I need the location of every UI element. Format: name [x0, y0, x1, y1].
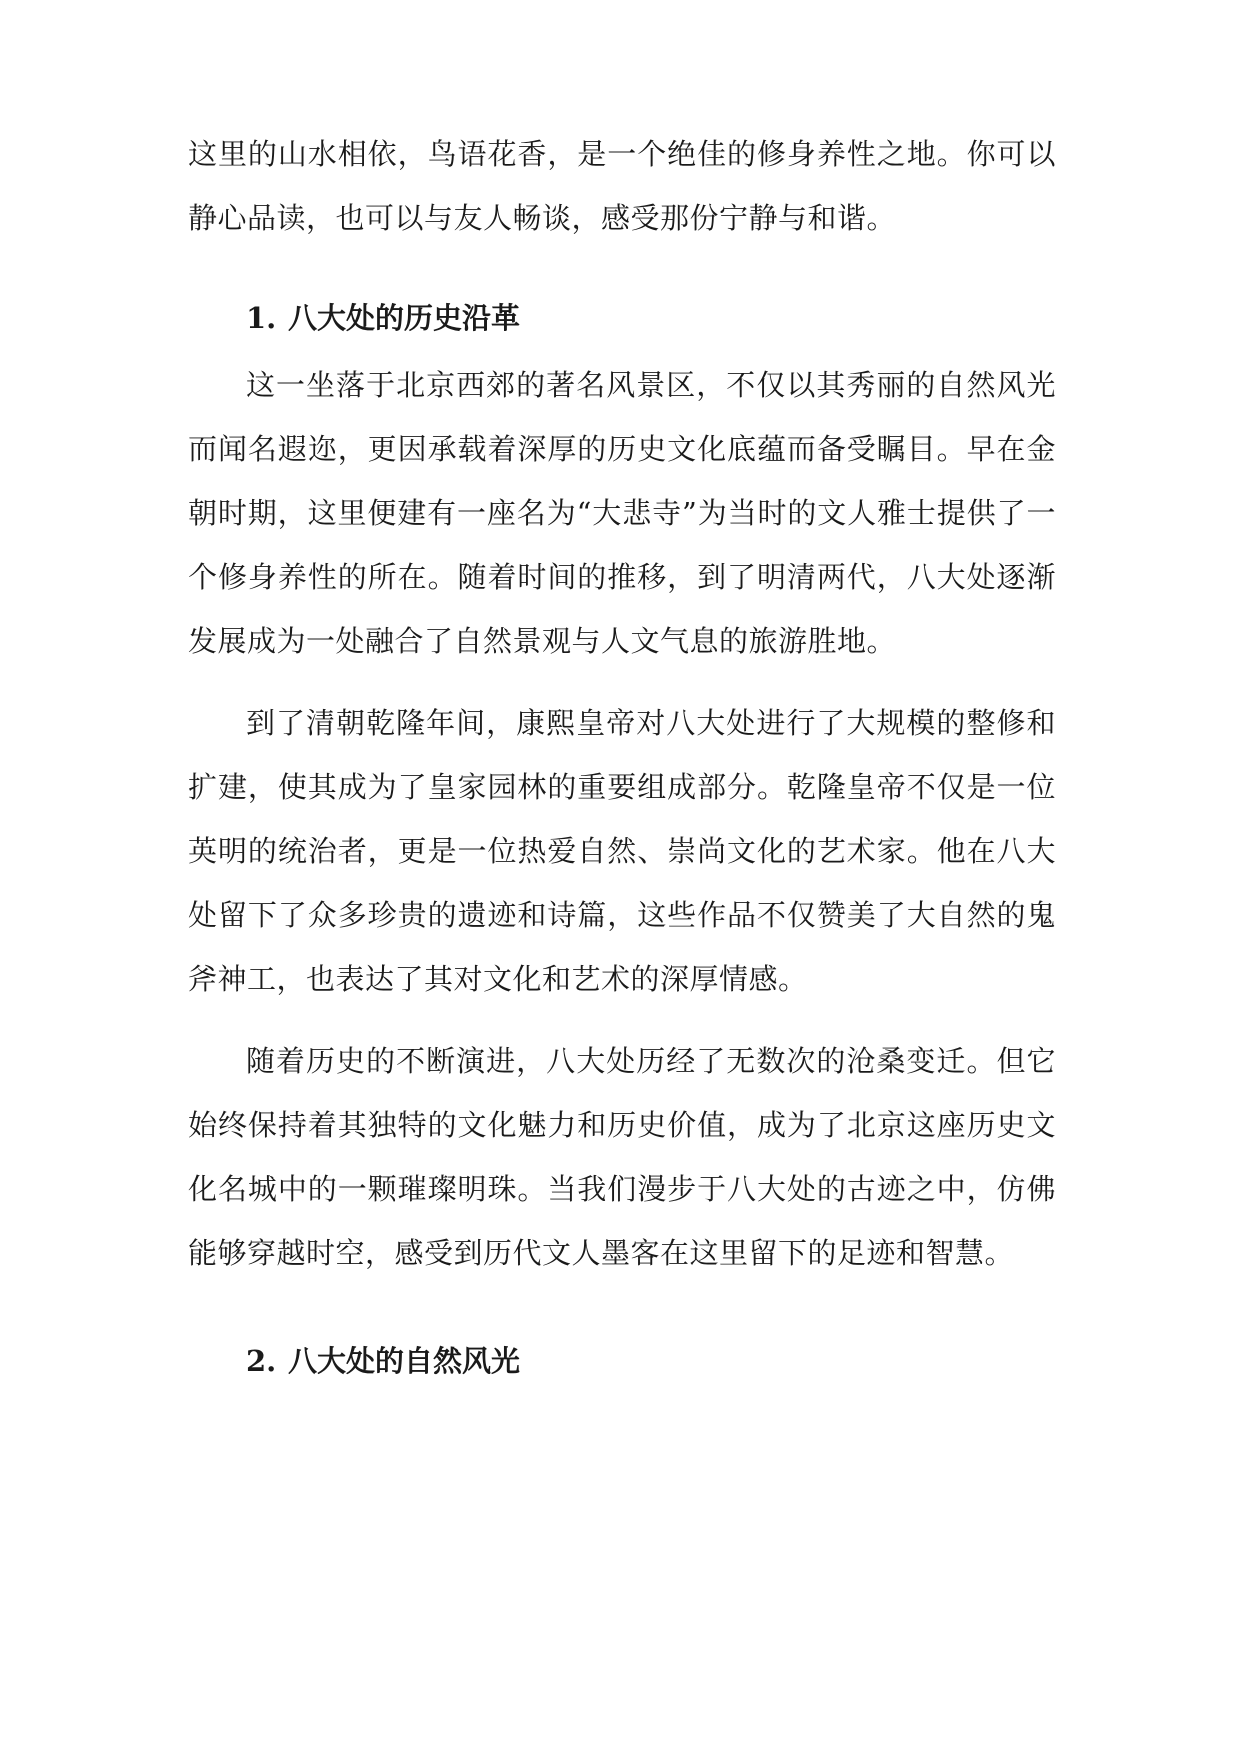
section-heading-history — [246, 286, 1046, 350]
intro-paragraph: 这里的山水相依，鸟语花香，是一个绝佳的修身养性之地。你可以静心品读，也可以与友人畅谈，感受那份宁静与和谐。 — [188, 137, 1056, 235]
section-number: 2. — [246, 1344, 277, 1378]
history-paragraph-3: 随着历史的不断演进，八大处历经了无数次的沧桑变迁。但它始终保持着其独特的文化魅力和历史价值，成为了北京这座历史文化名城中的一颗璀璨明珠。当我们漫步于八大处的古迹之中，仿佛能够穿越时空，感受到历代文人墨客在这里留下的足迹和智慧。 — [188, 1044, 1056, 1270]
section-heading-nature — [246, 1329, 1046, 1393]
section-number: 1. — [246, 301, 277, 335]
history-paragraph-2: 到了清朝乾隆年间，康熙皇帝对八大处进行了大规模的整修和扩建，使其成为了皇家园林的重要组成部分。乾隆皇帝不仅是一位英明的统治者，更是一位热爱自然、崇尚文化的艺术家。他在八大处留下了众多珍贵的遗迹和诗篇，这些作品不仅赞美了大自然的鬼斧神工，也表达了其对文化和艺术的深厚情感。 — [188, 706, 1056, 996]
section-title: 八大处的自然风光 — [288, 1344, 521, 1378]
history-paragraph-1: 这一坐落于北京西郊的著名风景区，不仅以其秀丽的自然风光而闻名遐迩，更因承载着深厚的历史文化底蕴而备受瞩目。早在金朝时期，这里便建有一座名为“大悲寺”为当时的文人雅士提供了一个修身养性的所在。随着时间的推移，到了明清两代，八大处逐渐发展成为一处融合了自然景观与人文气息的旅游胜地。 — [188, 368, 1056, 658]
section-title: 八大处的历史沿革 — [288, 301, 521, 335]
